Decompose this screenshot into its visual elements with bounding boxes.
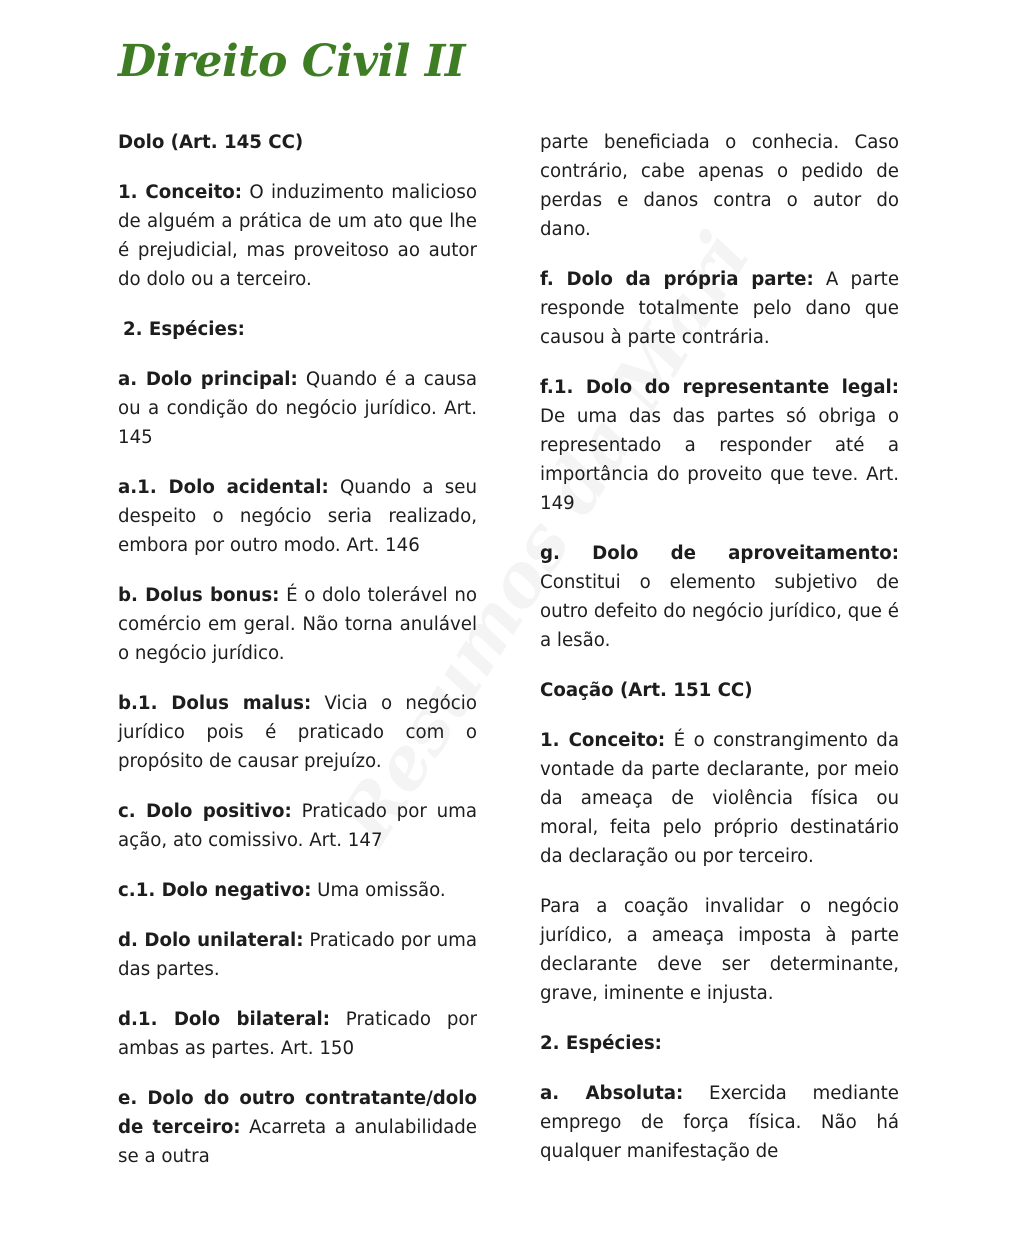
paragraph-coacao-absoluta: [540, 1079, 899, 1166]
paragraph-body: Exercida mediante emprego de força física. Não há qualquer manifestação de: [540, 1083, 899, 1162]
paragraph-lead: f.1. Dolo do representante legal:: [540, 377, 899, 398]
paragraph-lead: d.1. Dolo bilateral:: [118, 1009, 331, 1030]
paragraph-body: Vicia o negócio jurídico pois é praticado com o propósito de causar prejuízo.: [118, 693, 477, 772]
page-title: Direito Civil II: [118, 36, 465, 87]
paragraph-lead: a. Dolo principal:: [118, 369, 298, 390]
subheading-especies: 2. Espécies:: [123, 319, 245, 340]
paragraph-lead: g. Dolo de aproveitamento:: [540, 543, 899, 564]
paragraph-body: Para a coação invalidar o negócio jurídico, a ameaça imposta à parte declarante deve ser determinante, grave, iminente e injusta.: [540, 896, 899, 1004]
paragraph-lead: a.1. Dolo acidental:: [118, 477, 329, 498]
subheading-especies-coacao: 2. Espécies:: [540, 1033, 662, 1054]
paragraph-lead: c. Dolo positivo:: [118, 801, 292, 822]
paragraph-lead: d. Dolo unilateral:: [118, 930, 304, 951]
paragraph-dolo-representante: [540, 373, 899, 518]
paragraph-dolo-bilateral: [118, 1005, 477, 1063]
paragraph-dolo-positivo: [118, 797, 477, 855]
paragraph-dolo-terceiro: [118, 1084, 477, 1171]
paragraph-dolo-acidental: [118, 473, 477, 560]
left-column: [118, 128, 477, 1171]
paragraph-dolo-unilateral: [118, 926, 477, 984]
paragraph-body: É o dolo tolerável no comércio em geral. Não torna anulável o negócio jurídico.: [118, 585, 477, 664]
paragraph-dolus-bonus: [118, 581, 477, 668]
paragraph-body: Quando a seu despeito o negócio seria realizado, embora por outro modo. Art. 146: [118, 477, 477, 556]
paragraph-lead: b. Dolus bonus:: [118, 585, 280, 606]
right-column: [540, 128, 899, 1166]
paragraph-body: Quando é a causa ou a condição do negócio jurídico. Art. 145: [118, 369, 477, 448]
paragraph-body: Acarreta a anulabilidade se a outra: [118, 1117, 478, 1167]
paragraph-dolo-negativo: [118, 876, 477, 905]
paragraph-coacao-conceito: [540, 726, 899, 871]
paragraph-body: Praticado por uma ação, ato comissivo. Art. 147: [118, 801, 478, 851]
section-heading-dolo: Dolo (Art. 145 CC): [118, 132, 304, 153]
paragraph-body: Praticado por ambas as partes. Art. 150: [118, 1009, 477, 1059]
paragraph-body: O induzimento malicioso de alguém a prática de um ato que lhe é prejudicial, mas proveitoso ao autor do dolo ou a terceiro.: [118, 182, 478, 290]
paragraph-lead: b.1. Dolus malus:: [118, 693, 312, 714]
paragraph-body: Praticado por uma das partes.: [118, 930, 477, 980]
paragraph-lead: f. Dolo da própria parte:: [540, 269, 814, 290]
paragraph-lead: a. Absoluta:: [540, 1083, 684, 1104]
paragraph-continuation: [540, 128, 899, 244]
paragraph-dolus-malus: [118, 689, 477, 776]
paragraph-body: A parte responde totalmente pelo dano que causou à parte contrária.: [540, 269, 900, 348]
section-heading-coacao: Coação (Art. 151 CC): [540, 680, 753, 701]
paragraph-lead: c.1. Dolo negativo:: [118, 880, 312, 901]
paragraph-body: parte beneficiada o conhecia. Caso contrário, cabe apenas o pedido de perdas e danos contra o autor do dano.: [540, 132, 899, 240]
paragraph-lead: 1. Conceito:: [540, 730, 666, 751]
paragraph-dolo-aproveitamento: [540, 539, 899, 655]
paragraph-lead: 1. Conceito:: [118, 182, 243, 203]
paragraph-body: De uma das das partes só obriga o representado a responder até a importância do proveito que teve. Art. 149: [540, 406, 899, 514]
paragraph-body: É o constrangimento da vontade da parte declarante, por meio da ameaça de violência física ou moral, feita pelo próprio destinatário da declaração ou por terceiro.: [540, 730, 899, 867]
paragraph-dolo-conceito: [118, 178, 477, 294]
paragraph-body: Constitui o elemento subjetivo de outro defeito do negócio jurídico, que é a lesão.: [540, 572, 899, 651]
paragraph-lead: e. Dolo do outro contratante/dolo de terceiro:: [118, 1088, 477, 1138]
paragraph-body: Uma omissão.: [311, 880, 446, 901]
paragraph-coacao-requisitos: [540, 892, 899, 1008]
paragraph-dolo-principal: [118, 365, 477, 452]
paragraph-dolo-propria-parte: [540, 265, 899, 352]
